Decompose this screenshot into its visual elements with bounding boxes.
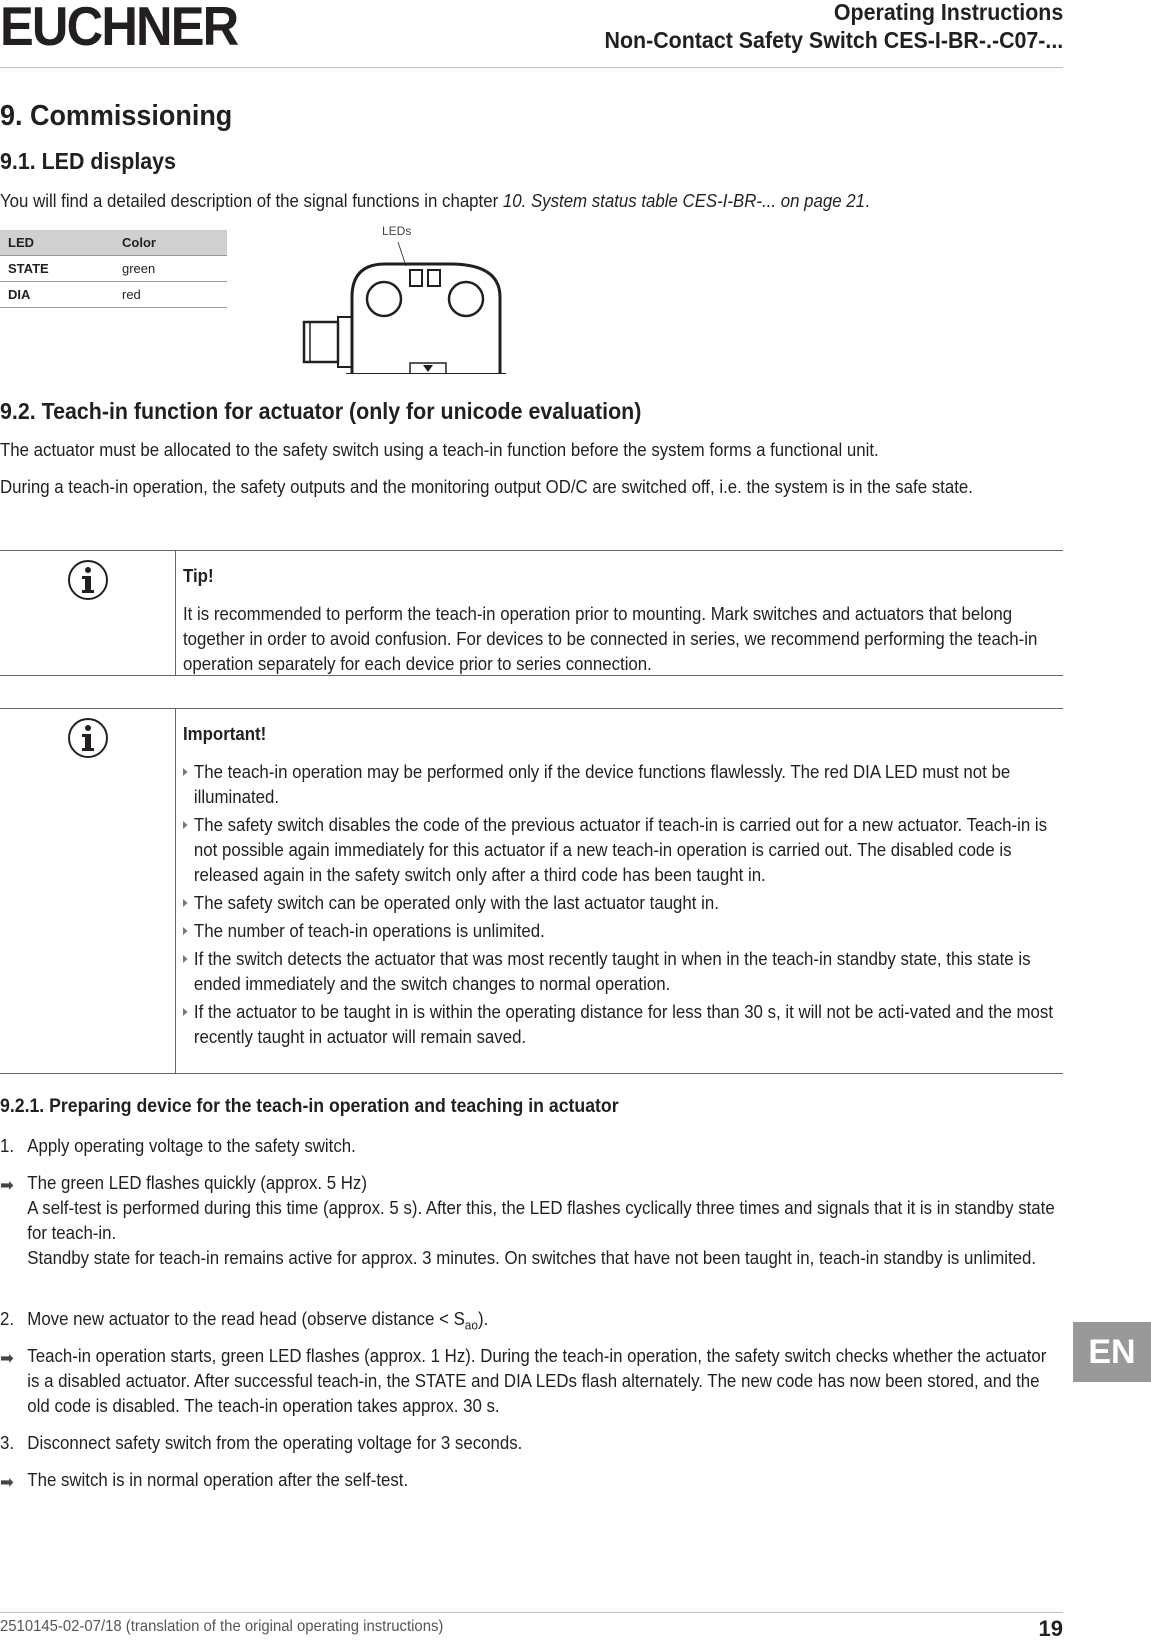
important-bullets [183, 759, 1057, 1049]
result-line: A self-test is performed during this time (approx. 5 s). After this, the LED flashes cyclically three times and signals that it is in standby state for teach-in. [27, 1197, 1055, 1243]
result-line: Teach-in operation starts, green LED flashes (approx. 1 Hz). During the teach-in operation, the safety switch checks whether the actuator is a disabled actuator. After successful teach-in, the STATE and DIA LEDs flash alternately. The new code has now been stored, and the old code is disabled. The teach-in operation takes approx. 30 s. [27, 1345, 1047, 1416]
step-text: Apply operating voltage to the safety switch. [27, 1135, 356, 1156]
teach-in-paragraph-2: During a teach-in operation, the safety outputs and the monitoring output OD/C are switched off, i.e. the system is in the safe state. [0, 476, 973, 497]
intro-suffix: . [865, 190, 870, 211]
brand-logo: EUCHNER [0, 0, 238, 57]
result-2 [0, 1343, 1061, 1418]
subsection-heading-led: 9.1. LED displays [0, 148, 176, 174]
notice-divider [175, 551, 176, 675]
table-row [0, 282, 227, 308]
table-row [0, 256, 227, 282]
step-number: 3. [0, 1432, 15, 1453]
list-item: If the switch detects the actuator that was most recently taught in when in the teach-in standby state, this state is ended immediately and the switch changes to normal operation. [183, 946, 1057, 996]
important-title: Important! [183, 723, 267, 744]
important-notice [0, 708, 1063, 1074]
footer-rule [0, 1612, 1063, 1613]
teach-in-paragraph-1: The actuator must be allocated to the safety switch using a teach-in function before the system forms a functional unit. [0, 439, 879, 460]
intro-text: You will find a detailed description of the signal functions in chapter [0, 190, 503, 211]
title-line-2: Non-Contact Safety Switch CES-I-BR-.-C07-... [604, 27, 1063, 53]
document-title [604, 0, 1063, 54]
figure-label: LEDs [382, 224, 412, 238]
procedure-heading: 9.2.1. Preparing device for the teach-in operation and teaching in actuator [0, 1096, 619, 1117]
step-text-end: ). [477, 1308, 489, 1329]
led-table [0, 230, 227, 308]
header-rule [0, 67, 1063, 68]
step-3 [0, 1430, 1061, 1455]
step-text [27, 1306, 1061, 1338]
list-item: If the actuator to be taught in is within the operating distance for less than 30 s, it will not be acti-vated and the most recently taught in actuator will remain saved. [183, 999, 1057, 1049]
step-1 [0, 1133, 1061, 1158]
step-2 [0, 1306, 1061, 1338]
result-arrow-icon: ➡ [0, 1348, 14, 1368]
result-1 [0, 1170, 1061, 1270]
list-item: The safety switch disables the code of the previous actuator if teach-in is carried out for a new actuator. Teach-in is not possible again immediately for this actuator if a new teach-in operation is carried out. The disabled code is released again in the safety switch only after a third code has been taught in. [183, 812, 1057, 887]
footer-doc-ref: 2510145-02-07/18 (translation of the original operating instructions) [0, 1618, 444, 1635]
table-cell: green [114, 256, 227, 282]
subsection-heading-teach-in: 9.2. Teach-in function for actuator (only for unicode evaluation) [0, 398, 642, 424]
tip-title: Tip! [183, 565, 214, 586]
notice-divider [175, 709, 176, 1073]
list-item: The number of teach-in operations is unlimited. [183, 918, 1057, 943]
result-line: The switch is in normal operation after the self-test. [27, 1469, 409, 1490]
tip-body: It is recommended to perform the teach-in operation prior to mounting. Mark switches and actuators that belong together in order to avoid confusion. For devices to be connected in series, we recommend performing the teach-in operation separately for each device prior to series connection. [183, 603, 1038, 674]
title-line-1: Operating Instructions [833, 0, 1063, 25]
step-number: 1. [0, 1135, 15, 1156]
chapter-reference-link[interactable]: 10. System status table CES-I-BR-... on page 21 [502, 190, 866, 211]
section-heading: 9. Commissioning [0, 100, 233, 132]
list-item: The teach-in operation may be performed only if the device functions flawlessly. The red DIA LED must not be illuminated. [183, 759, 1057, 809]
table-cell: STATE [0, 256, 114, 282]
column-header: LED [0, 230, 114, 256]
language-tab[interactable]: EN [1073, 1322, 1151, 1382]
device-figure [300, 222, 510, 374]
device-drawing [300, 222, 510, 374]
result-arrow-icon: ➡ [0, 1472, 14, 1492]
step-text: Disconnect safety switch from the operating voltage for 3 seconds. [27, 1432, 523, 1453]
result-arrow-icon: ➡ [0, 1175, 14, 1195]
led-intro-paragraph [0, 188, 1061, 213]
tip-content [183, 551, 1057, 676]
important-content [183, 709, 1057, 1052]
info-icon [67, 717, 109, 759]
info-icon [67, 559, 109, 601]
table-cell: DIA [0, 282, 114, 308]
result-3 [0, 1467, 1061, 1492]
result-line: Standby state for teach-in remains active for approx. 3 minutes. On switches that have not been taught in, teach-in standby is unlimited. [27, 1247, 1037, 1268]
page-number: 19 [1038, 1616, 1063, 1641]
step-number: 2. [0, 1308, 15, 1329]
table-cell: red [114, 282, 227, 308]
list-item: The safety switch can be operated only with the last actuator taught in. [183, 890, 1057, 915]
step-subscript: ao [464, 1317, 478, 1333]
table-header-row [0, 230, 227, 256]
result-line: The green LED flashes quickly (approx. 5 Hz) [27, 1172, 367, 1193]
step-text-main: Move new actuator to the read head (observe distance < S [27, 1308, 465, 1329]
column-header: Color [114, 230, 227, 256]
tip-notice [0, 550, 1063, 676]
